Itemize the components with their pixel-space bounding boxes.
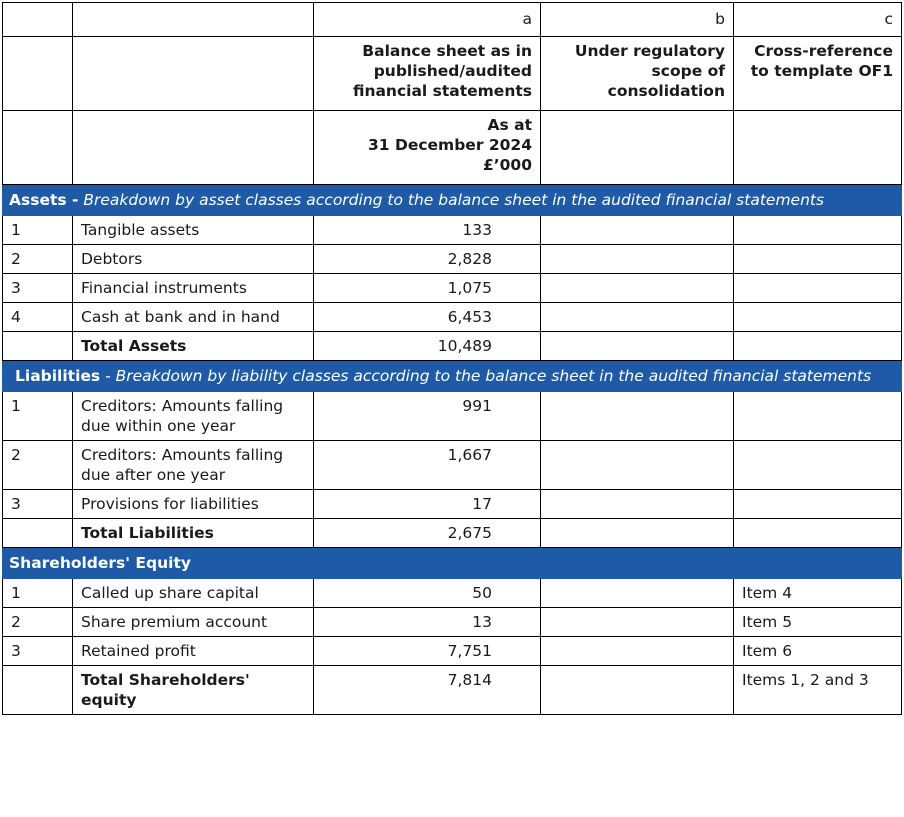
blank-cell — [541, 332, 734, 361]
equity-section-header — [3, 548, 902, 579]
blank-cell — [3, 111, 73, 185]
date-line-1: As at — [487, 116, 532, 134]
liabilities-section-text — [9, 366, 895, 386]
liabilities-section-desc: - Breakdown by liability classes according to the balance sheet in the audited financial statements — [105, 367, 872, 385]
row-label: Tangible assets — [73, 216, 314, 245]
blank-cell — [734, 111, 902, 185]
row-ref — [734, 490, 902, 519]
blank-cell — [73, 37, 314, 111]
row-ref — [734, 441, 902, 490]
row-label: Retained profit — [73, 637, 314, 666]
row-scope — [541, 245, 734, 274]
row-label: Debtors — [73, 245, 314, 274]
row-ref: Item 6 — [734, 637, 902, 666]
row-ref — [734, 216, 902, 245]
table-row — [3, 490, 902, 519]
liabilities-section-title: Liabilities — [15, 367, 101, 385]
row-scope — [541, 608, 734, 637]
row-label: Called up share capital — [73, 579, 314, 608]
blank-cell — [734, 332, 902, 361]
blank-cell — [541, 111, 734, 185]
row-label: Creditors: Amounts falling due after one year — [73, 441, 314, 490]
total-liabilities-label: Total Liabilities — [73, 519, 314, 548]
table-row — [3, 303, 902, 332]
row-number: 3 — [3, 274, 73, 303]
column-letter-b: b — [541, 3, 734, 37]
column-letter-row — [3, 3, 902, 37]
blank-cell — [3, 37, 73, 111]
total-assets-label: Total Assets — [73, 332, 314, 361]
assets-section-desc: Breakdown by asset classes according to the balance sheet in the audited financial statements — [83, 191, 825, 209]
row-scope — [541, 274, 734, 303]
table-row — [3, 441, 902, 490]
row-value: 50 — [314, 579, 541, 608]
assets-section-title: Assets - — [9, 191, 79, 209]
row-number: 3 — [3, 490, 73, 519]
blank-cell — [734, 519, 902, 548]
table-row — [3, 579, 902, 608]
total-equity-ref: Items 1, 2 and 3 — [734, 666, 902, 715]
row-label: Provisions for liabilities — [73, 490, 314, 519]
row-value: 1,075 — [314, 274, 541, 303]
row-scope — [541, 216, 734, 245]
blank-cell — [73, 111, 314, 185]
blank-cell — [3, 332, 73, 361]
total-equity-label: Total Shareholders' equity — [73, 666, 314, 715]
balance-sheet-table — [2, 2, 902, 715]
blank-cell — [541, 666, 734, 715]
row-value: 13 — [314, 608, 541, 637]
row-ref: Item 5 — [734, 608, 902, 637]
table-row — [3, 216, 902, 245]
table-row — [3, 274, 902, 303]
header-cross-reference: Cross-reference to template OF1 — [734, 37, 902, 111]
row-scope — [541, 303, 734, 332]
row-number: 2 — [3, 608, 73, 637]
row-scope — [541, 579, 734, 608]
table-row — [3, 637, 902, 666]
total-liabilities-value: 2,675 — [314, 519, 541, 548]
liabilities-section-header — [3, 361, 902, 392]
date-line-2: 31 December 2024 — [368, 136, 532, 154]
header-balance-sheet: Balance sheet as in published/audited financial statements — [314, 37, 541, 111]
column-header-row — [3, 37, 902, 111]
row-number: 4 — [3, 303, 73, 332]
row-value: 133 — [314, 216, 541, 245]
row-ref — [734, 303, 902, 332]
row-ref — [734, 392, 902, 441]
blank-cell — [3, 3, 73, 37]
row-ref: Item 4 — [734, 579, 902, 608]
blank-cell — [3, 519, 73, 548]
row-label: Financial instruments — [73, 274, 314, 303]
row-label: Creditors: Amounts falling due within one year — [73, 392, 314, 441]
row-value: 6,453 — [314, 303, 541, 332]
table-row — [3, 608, 902, 637]
total-row — [3, 666, 902, 715]
date-row — [3, 111, 902, 185]
blank-cell — [73, 3, 314, 37]
table-row — [3, 245, 902, 274]
row-ref — [734, 274, 902, 303]
row-number: 1 — [3, 579, 73, 608]
blank-cell — [3, 666, 73, 715]
total-assets-value: 10,489 — [314, 332, 541, 361]
row-value: 17 — [314, 490, 541, 519]
row-number: 1 — [3, 392, 73, 441]
total-equity-value: 7,814 — [314, 666, 541, 715]
row-scope — [541, 637, 734, 666]
equity-section-title: Shareholders' Equity — [3, 548, 902, 579]
table-row — [3, 392, 902, 441]
row-label: Cash at bank and in hand — [73, 303, 314, 332]
row-ref — [734, 245, 902, 274]
total-row — [3, 332, 902, 361]
assets-section-header — [3, 185, 902, 216]
row-value: 991 — [314, 392, 541, 441]
assets-section-cell — [3, 185, 902, 216]
row-value: 1,667 — [314, 441, 541, 490]
row-scope — [541, 490, 734, 519]
blank-cell — [541, 519, 734, 548]
header-regulatory-scope: Under regulatory scope of consolidation — [541, 37, 734, 111]
total-row — [3, 519, 902, 548]
row-scope — [541, 392, 734, 441]
row-value: 2,828 — [314, 245, 541, 274]
row-number: 2 — [3, 245, 73, 274]
column-letter-a: a — [314, 3, 541, 37]
row-value: 7,751 — [314, 637, 541, 666]
liabilities-section-cell — [3, 361, 902, 392]
row-number: 2 — [3, 441, 73, 490]
row-scope — [541, 441, 734, 490]
row-number: 3 — [3, 637, 73, 666]
unit-label: £’000 — [482, 156, 532, 174]
date-cell — [314, 111, 541, 185]
row-number: 1 — [3, 216, 73, 245]
column-letter-c: c — [734, 3, 902, 37]
row-label: Share premium account — [73, 608, 314, 637]
